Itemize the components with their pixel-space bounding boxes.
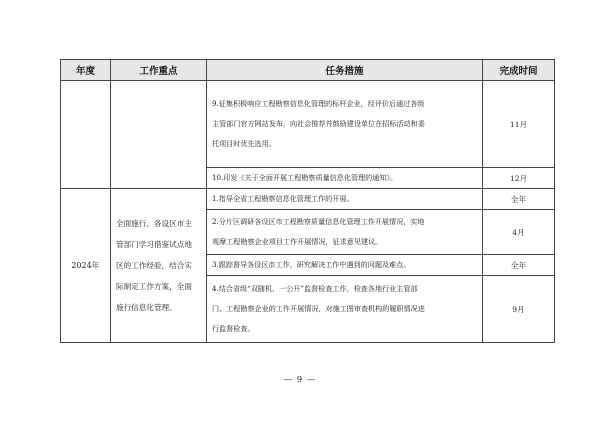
deadline-cell: 12月 <box>483 168 555 189</box>
deadline-cell: 11月 <box>483 81 555 168</box>
header-focus: 工作重点 <box>111 60 207 81</box>
work-plan-table <box>60 59 555 343</box>
header-measures: 任务措施 <box>207 60 483 81</box>
deadline-cell: 4月 <box>483 210 555 255</box>
year-cell-continued <box>61 81 111 189</box>
measure-line: 行监督检查。 <box>212 324 255 333</box>
measure-cell <box>207 255 483 276</box>
measure-line: 观摩工程勘察企业项目工作开展情况，征求意见建议。 <box>212 237 383 246</box>
focus-line: 管部门学习借鉴试点地 <box>116 240 192 249</box>
measure-cell <box>207 210 483 255</box>
measure-line: 3.跟踪督导各设区市工作，研究解决工作中遇到的问题及难点。 <box>212 260 411 269</box>
measure-line: 4.结合省级“双随机、一公开”监督检查工作，检查各地行业主管部 <box>212 284 418 293</box>
focus-line: 区的工作经验，结合实 <box>116 261 192 270</box>
focus-line: 际制定工作方案，全面 <box>116 282 192 291</box>
measure-line: 门、工程勘察企业的工作开展情况，对施工图审查机构的履职情况进 <box>212 304 425 313</box>
header-year: 年度 <box>61 60 111 81</box>
focus-cell-continued <box>111 81 207 189</box>
measure-line: 9.征集积极响应工程勘察信息化管理的标杆企业，经评价后通过各级 <box>212 99 425 108</box>
year-cell: 2024年 <box>61 189 111 343</box>
measure-line: 10.印发《关于全面开展工程勘察质量信息化管理的通知》。 <box>212 173 398 182</box>
table-row <box>61 189 555 210</box>
page-number: — 9 — <box>283 375 317 385</box>
table-row <box>61 81 555 168</box>
measure-cell <box>207 81 483 168</box>
focus-cell <box>111 189 207 343</box>
deadline-cell: 全年 <box>483 255 555 276</box>
header-deadline: 完成时间 <box>483 60 555 81</box>
table-header-row <box>61 60 555 81</box>
focus-line: 全面施行。各设区市主 <box>116 219 192 228</box>
deadline-cell: 全年 <box>483 189 555 210</box>
measure-cell <box>207 189 483 210</box>
measure-line: 2.分片区调研各设区市工程勘察质量信息化管理工作开展情况，实地 <box>212 217 425 226</box>
focus-line: 施行信息化管理。 <box>116 303 177 312</box>
deadline-cell: 9月 <box>483 276 555 343</box>
measure-cell <box>207 276 483 343</box>
measure-line: 主管部门官方网站发布，向社会推荐并鼓励建设单位在招标活动和委 <box>212 119 425 128</box>
measure-line: 1.指导全省工程勘察信息化管理工作的开展。 <box>212 194 354 203</box>
measure-line: 托项目时优先选用。 <box>212 139 276 148</box>
measure-cell <box>207 168 483 189</box>
